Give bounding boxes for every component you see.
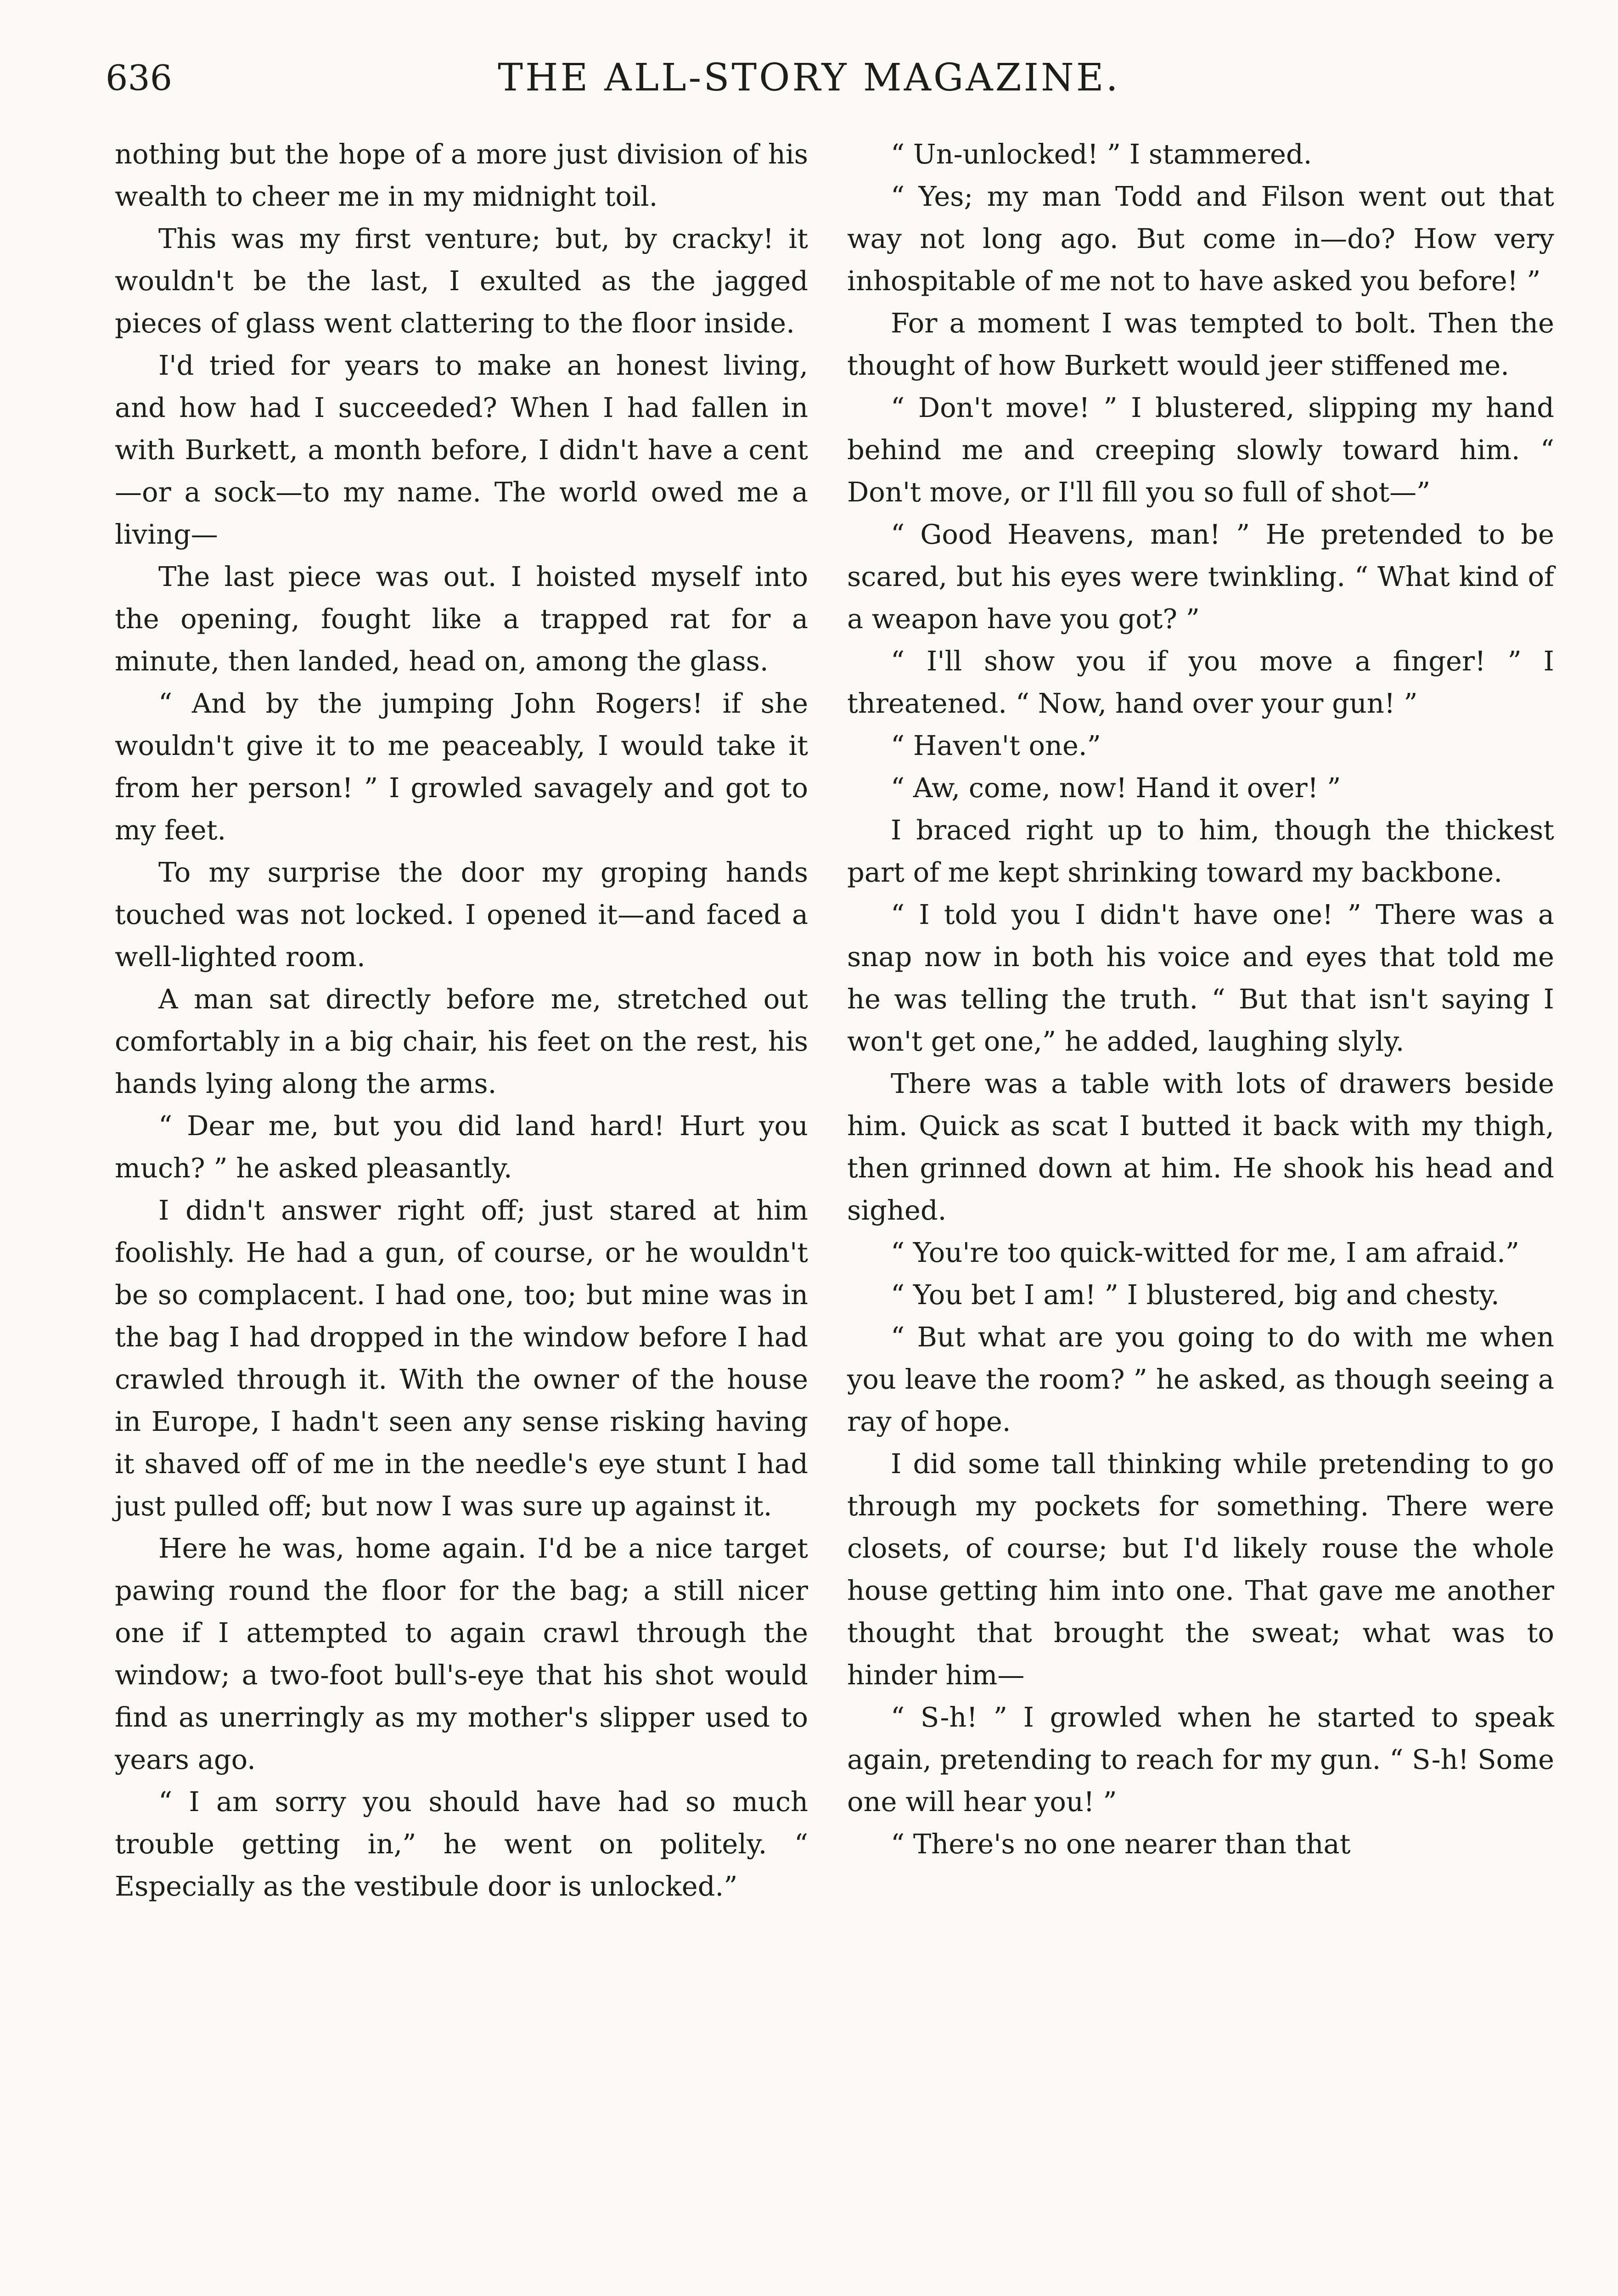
- paragraph: “ But what are you going to do with me when you leave the room? ” he asked, as though seeing a ray of hope.: [847, 1321, 1554, 1437]
- paragraph: Here he was, home again. I'd be a nice target pawing round the floor for the bag; a still nicer one if I attempted to again crawl through the window; a two-foot bull's-eye that his shot would find as unerringly as my mother's slipper used to years ago.: [115, 1532, 808, 1775]
- paragraph: “ S-h! ” I growled when he started to speak again, pretending to reach for my gun. “ S-h! Some one will hear you! ”: [847, 1701, 1554, 1818]
- magazine-title: THE ALL-STORY MAGAZINE.: [498, 56, 1120, 100]
- paragraph: “ Aw, come, now! Hand it over! ”: [891, 772, 1341, 804]
- paragraph: “ You bet I am! ” I blustered, big and chesty.: [891, 1279, 1500, 1311]
- paragraph: To my surprise the door my groping hands touched was not locked. I opened it—and faced a well-lighted room.: [115, 856, 808, 973]
- paragraph: “ Yes; my man Todd and Filson went out that way not long ago. But come in—do? How very inhospitable of me not to have asked you before! ”: [847, 180, 1554, 297]
- paragraph: “ There's no one nearer than that: [891, 1828, 1351, 1860]
- paragraph: A man sat directly before me, stretched out comfortably in a big chair, his feet on the rest, his hands lying along the arms.: [115, 983, 808, 1099]
- paragraph: “ I'll show you if you move a finger! ” I threatened. “ Now, hand over your gun! ”: [847, 645, 1554, 719]
- paragraph: There was a table with lots of drawers beside him. Quick as scat I butted it back with my thigh, then grinned down at him. He shook his head and sighed.: [847, 1068, 1554, 1226]
- paragraph: I did some tall thinking while pretending to go through my pockets for something. There were closets, of course; but I'd likely rouse the whole house getting him into one. That gave me another thought that brought the sweat; what was to hinder him—: [847, 1448, 1554, 1691]
- paragraph: “ Don't move! ” I blustered, slipping my hand behind me and creeping slowly toward him. “ Don't move, or I'll fill you so full of shot—”: [847, 392, 1554, 508]
- paragraph: “ Good Heavens, man! ” He pretended to be scared, but his eyes were twinkling. “ What kind of a weapon have you got? ”: [847, 518, 1554, 635]
- paragraph: For a moment I was tempted to bolt. Then the thought of how Burkett would jeer stiffened me.: [847, 307, 1554, 381]
- paragraph: “ I am sorry you should have had so much trouble getting in,” he went on politely. “ Especially as the vestibule door is unlocked.”: [115, 1786, 808, 1902]
- left-column: [115, 133, 808, 1908]
- paragraph: “ You're too quick-witted for me, I am afraid.”: [891, 1237, 1519, 1268]
- page-number: 636: [106, 57, 173, 98]
- paragraph: “ Haven't one.”: [891, 730, 1101, 761]
- paragraph: I didn't answer right off; just stared at him foolishly. He had a gun, of course, or he wouldn't be so complacent. I had one, too; but mine was in the bag I had dropped in the window before I had crawled through it. With the owner of the house in Europe, I hadn't seen any sense risking having it shaved off of me in the needle's eye stunt I had just pulled off; but now I was sure up against it.: [115, 1194, 808, 1522]
- paragraph: “ I told you I didn't have one! ” There was a snap now in both his voice and eyes that told me he was telling the truth. “ But that isn't saying I won't get one,” he added, laughing slyly.: [847, 899, 1554, 1057]
- paragraph: nothing but the hope of a more just division of his wealth to cheer me in my midnight toil.: [115, 138, 808, 212]
- paragraph: The last piece was out. I hoisted myself into the opening, fought like a trapped rat for a minute, then landed, head on, among the glass.: [115, 561, 808, 677]
- paragraph: I'd tried for years to make an honest living, and how had I succeeded? When I had fallen in with Burkett, a month before, I didn't have a cent—or a sock—to my name. The world owed me a living—: [115, 349, 808, 550]
- paragraph: “ Dear me, but you did land hard! Hurt you much? ” he asked pleasantly.: [115, 1110, 808, 1184]
- right-column: [847, 133, 1554, 1865]
- paragraph: “ And by the jumping John Rogers! if she wouldn't give it to me peaceably, I would take it from her person! ” I growled savagely and got to my feet.: [115, 687, 808, 846]
- running-header: [0, 55, 1618, 106]
- paragraph: I braced right up to him, though the thickest part of me kept shrinking toward my backbone.: [847, 814, 1554, 888]
- paragraph: “ Un-unlocked! ” I stammered.: [891, 138, 1312, 170]
- paragraph: This was my first venture; but, by cracky! it wouldn't be the last, I exulted as the jagged pieces of glass went clattering to the floor inside.: [115, 223, 808, 339]
